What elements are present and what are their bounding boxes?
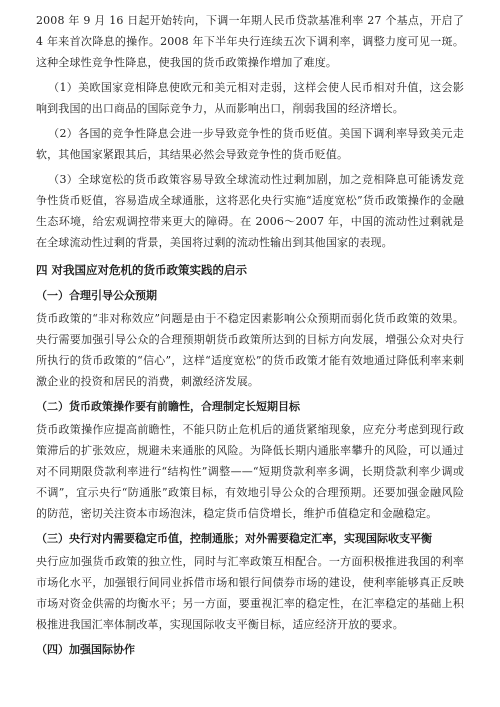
subsection-3-text: 央行应加强货币政策的独立性，同时与汇率政策互相配合。一方面积极推进我国的利率市场化水平，加强银行间同业拆借市场和银行间债券市场的建设，使利率能够真正反映市场对资金供需的均衡水平；另一方面，要重视汇率的稳定性，在汇率稳定的基础上积极推进我国汇率体制改革，实现国际收支平衡目标，适应经济开放的要求。 (36, 555, 464, 631)
paragraph-point-1: （1）美欧国家竞相降息使欧元和美元相对走弱，这样会使人民币相对升值，这会影响到我国的出口商品的国际竞争力，从而影响出口，削弱我国的经济增长。 (36, 81, 464, 115)
subsection-4-heading: （四）加强国际协作 (36, 643, 135, 656)
subsection-1-text: 货币政策的“非对称效应”问题是由于不稳定因素影响公众预期而弱化货币政策的效果。央行需要加强引导公众的合理预期朝货币政策所达到的目标方向发展，增强公众对央行所执行的货币政策的“信心”，这样“适度宽松”的货币政策才能有效地通过降低利率来刺激企业的投资和居民的消费，刺激经济发展。 (36, 312, 464, 388)
subsection-2-text: 货币政策操作应提高前瞻性，不能只防止危机后的通货紧缩现象，应充分考虑到现行政策滞后的扩张效应，规避未来通胀的风险。为降低长期内通胀率攀升的风险，可以通过对不同期限贷款利率进行“结构性”调整——“短期贷款利率多调，长期贷款利率少调或不调”，宜示央行“防通胀”政策目标，有效地引导公众的合理预期。还要加强金融风险的防范，密切关注资本市场泡沫，稳定货币信贷增长，维护币值稳定和金融稳定。 (36, 423, 464, 520)
subsection-3-heading: （三）央行对内需要稳定币值，控制通胀；对外需要稳定汇率，实现国际收支平衡 (36, 532, 432, 545)
subsection-1-heading: （一）合理引导公众预期 (36, 289, 157, 302)
subsection-2-heading: （二）货币政策操作要有前瞻性，合理制定长短期目标 (36, 400, 300, 413)
section-4-heading: 四 对我国应对危机的货币政策实践的启示 (36, 263, 248, 277)
paragraph-intro: 2008 年 9 月 16 日起开始转向，下调一年期人民币贷款基准利率 27 个基点，开启了 4 年来首次降息的操作。2008 年下半年央行连续五次下调利率，调整力度可见一斑。这种全球性竞争性降息，使我国的货币政策操作增加了难度。 (36, 14, 464, 69)
paragraph-point-2: （2）各国的竞争性降息会进一步导致竞争性的货币贬值。美国下调利率导致美元走软，其他国家紧跟其后，其结果必然会导致竞争性的货币贬值。 (36, 127, 464, 161)
paragraph-point-3: （3）全球宽松的货币政策容易导致全球流动性过剩加剧，加之竞相降息可能诱发竞争性货币贬值，容易造成全球通胀，这将恶化央行实施“适度宽松”货币政策操作的金融生态环境，给宏观调控带来更大的障碍。在 2006～2007 年，中国的流动性过剩就是在全球流动性过剩的背景，美国将过剩的流动性输出到其他国家的表现。 (36, 173, 464, 249)
